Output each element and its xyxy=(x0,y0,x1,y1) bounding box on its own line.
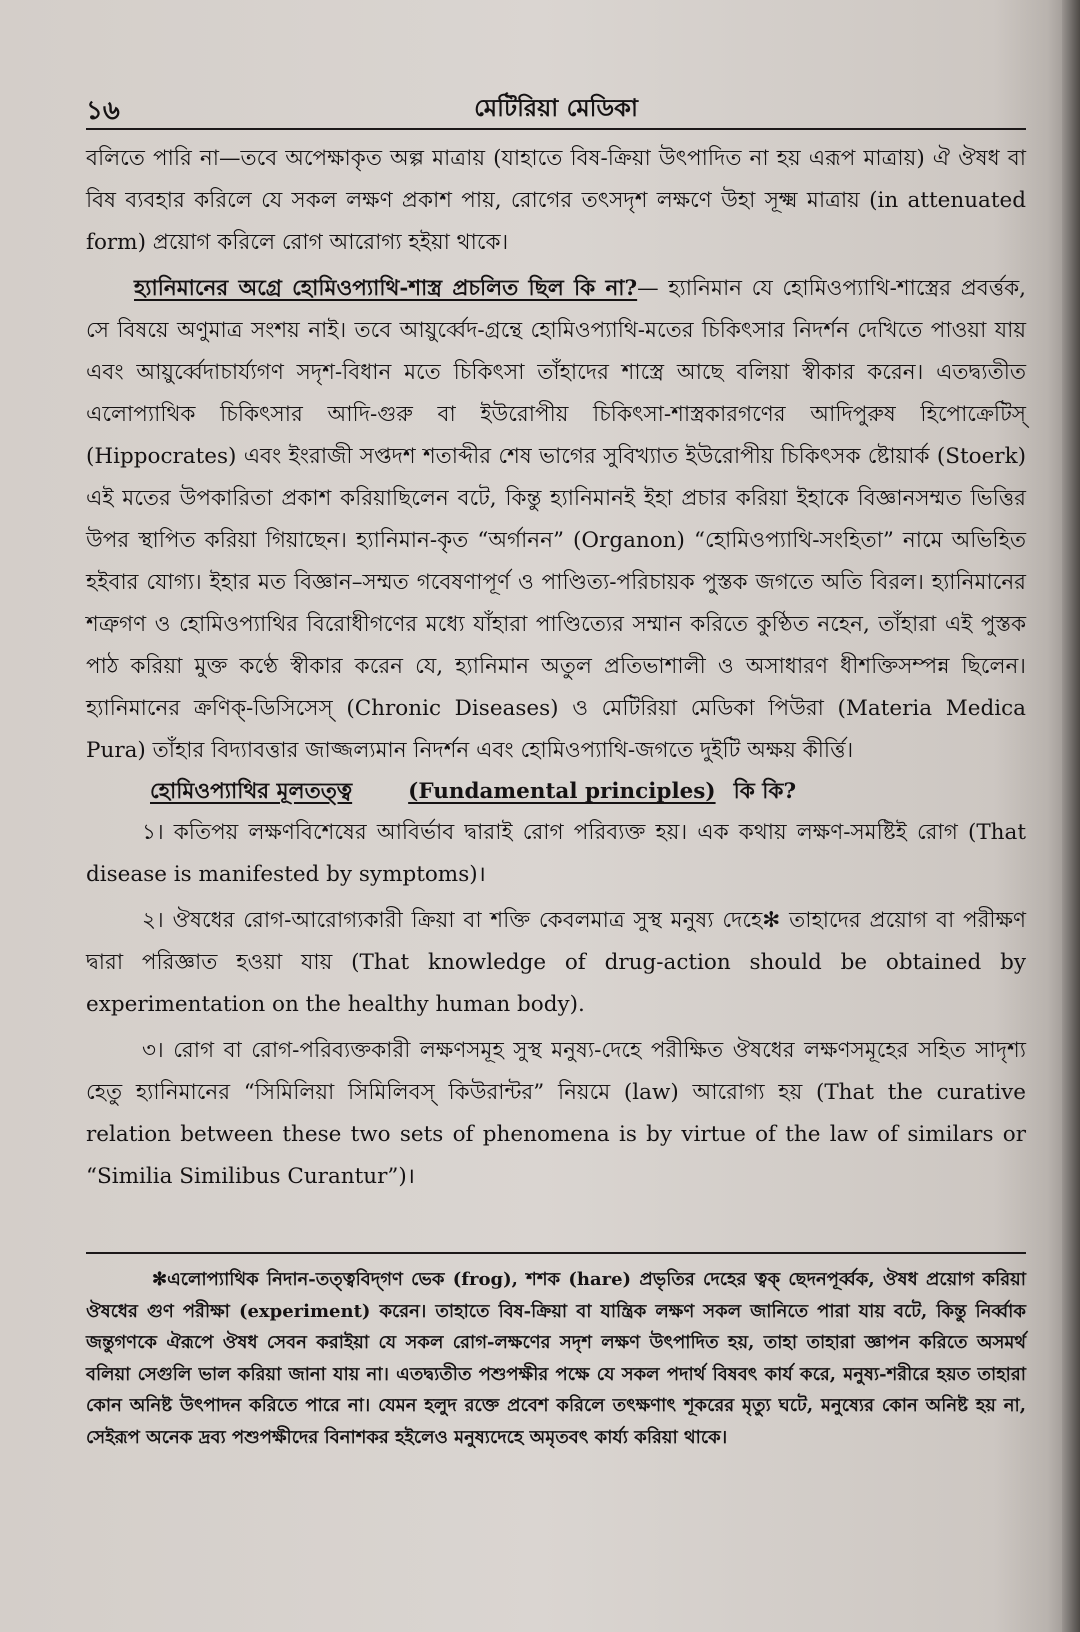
main-text xyxy=(86,138,1026,1198)
section-body-history: — হ্যানিমান যে হোমিওপ্যাথি-শাস্ত্রের প্রবর্ত্তক, সে বিষয়ে অণুমাত্র সংশয় নাই। তবে আয়ুর্ব্বেদ-গ্রন্থে হোমিওপ্যাথি-মতের চিকিৎসার নিদর্শন দেখিতে পাওয়া যায় এবং আয়ুর্ব্বেদাচার্য্যগণ সদৃশ-বিধান মতে চিকিৎসা তাঁহাদের শাস্ত্রে আছে বলিয়া স্বীকার করেন। এতদ্ব্যতীত এলোপ্যাথিক চিকিৎসার আদি-গুরু বা ইউরোপীয় চিকিৎসা-শাস্ত্রকারগণের আদিপুরুষ হিপোক্রেটিস্ (Hippocrates) এবং ইংরাজী সপ্তদশ শতাব্দীর শেষ ভাগের সুবিখ্যাত ইউরোপীয় চিকিৎসক ষ্টোয়ার্ক (Stoerk) এই মতের উপকারিতা প্রকাশ করিয়াছিলেন বটে, কিন্তু হ্যানিমানই ইহা প্রচার করিয়া ইহাকে বিজ্ঞানসম্মত ভিত্তির উপর স্থাপিত করিয়া গিয়াছেন। হ্যানিমান-কৃত “অর্গানন” (Organon) “হোমিওপ্যাথি-সংহিতা” নামে অভিহিত হইবার যোগ্য। ইহার মত বিজ্ঞান–সম্মত গবেষণাপূর্ণ ও পাণ্ডিত্য-পরিচায়ক পুস্তক জগতে অতি বিরল। হ্যানিমানের শত্রুগণ ও হোমিওপ্যাথির বিরোধীগণের মধ্যে যাঁহারা পাণ্ডিত্যের সম্মান করিতে কুণ্ঠিত নহেন, তাঁহারা এই পুস্তক পাঠ করিয়া মুক্ত কণ্ঠে স্বীকার করেন যে, হ্যানিমান অতুল প্রতিভাশালী ও অসাধারণ ধীশক্তিসম্পন্ন ছিলেন। হ্যানিমানের ক্রণিক্-ডিসিসেস্ (Chronic Diseases) ও মেটিরিয়া মেডিকা পিউরা (Materia Medica Pura) তাঁহার বিদ্যাবত্তার জাজ্জল্যমান নিদর্শন এবং হোমিওপ্যাথি-জগতে দুইটি অক্ষয় কীর্ত্তি। xyxy=(86,276,1026,763)
principle-item-3: ৩। রোগ বা রোগ-পরিব্যক্তকারী লক্ষণসমূহ সুস্থ মনুষ্য-দেহে পরীক্ষিত ঔষধের লক্ষণসমূহের সহিত সাদৃশ্য হেতু হ্যানিমানের “সিমিলিয়া সিমিলিবস্ কিউরান্টর” নিয়মে (law) আরোগ্য হয় (That the curative relation between these two sets of phenomena is by virtue of the law of similars or “Similia Similibus Curantur”)। xyxy=(86,1038,1026,1189)
page-number: ১৬ xyxy=(86,96,120,126)
section-heading-history: হ্যানিমানের অগ্রে হোমিওপ্যাথি-শাস্ত্র প্রচলিত ছিল কি না? xyxy=(134,276,638,301)
footnote xyxy=(86,1264,1026,1453)
principles-heading-suffix: কি কি? xyxy=(733,779,797,804)
intro-paragraph: বলিতে পারি না—তবে অপেক্ষাকৃত অল্প মাত্রায় (যাহাতে বিষ-ক্রিয়া উৎপাদিত না হয় এরূপ মাত্রায়) ঐ ঔষধ বা বিষ ব্যবহার করিলে যে সকল লক্ষণ প্রকাশ পায়, রোগের তৎসদৃশ লক্ষণে উহা সূক্ষ্ম মাত্রায় (in attenuated form) প্রয়োগ করিলে রোগ আরোগ্য হইয়া থাকে। xyxy=(86,146,1026,255)
header-rule xyxy=(86,128,1026,130)
section-hanneman-history xyxy=(86,268,1026,772)
running-title: মেটিরিয়া মেডিকা xyxy=(474,93,638,122)
principles-heading-en: (Fundamental principles) xyxy=(408,779,716,804)
principles-heading-bn: হোমিওপ্যাথির মূলতত্ত্ব xyxy=(150,779,353,804)
page-header xyxy=(86,90,1026,126)
footnote-text: ✻এলোপ্যাথিক নিদান-তত্ত্ববিদ্‌গণ ভেক (frog), শশক (hare) প্রভৃতির দেহের ত্বক্ ছেদনপূর্ব্বক, ঔষধ প্রয়োগ করিয়া ঔষধের গুণ পরীক্ষা (experiment) করেন। তাহাতে বিষ-ক্রিয়া বা যান্ত্রিক লক্ষণ সকল জানিতে পারা যায় বটে, কিন্তু নির্ব্বাক জন্তুগণকে ঐরূপে ঔষধ সেবন করাইয়া যে সকল রোগ-লক্ষণের সদৃশ লক্ষণ উৎপাদিত হয়, তাহা তাহারা জ্ঞাপন করিতে অসমর্থ বলিয়া সেগুলি ভাল করিয়া জানা যায় না। এতদ্ব্যতীত পশুপক্ষীর পক্ষে যে সকল পদার্থ বিষবৎ কার্য করে, মনুষ্য-শরীরে হয়ত তাহারা কোন অনিষ্ট উৎপাদন করিতে পারে না। যেমন হলুদ রক্তে প্রবেশ করিলে তৎক্ষণাৎ শূকরের মৃত্যু ঘটে, মনুষ্যের কোন অনিষ্ট হয় না, সেইরূপ অনেক দ্রব্য পশুপক্ষীদের বিনাশকর হইলেও মনুষ্যদেহে অমৃতবৎ কার্য্য করিয়া থাকে। xyxy=(86,1269,1026,1448)
principle-item-1: ১। কতিপয় লক্ষণবিশেষের আবির্ভাব দ্বারাই রোগ পরিব্যক্ত হয়। এক কথায় লক্ষণ-সমষ্টিই রোগ (That disease is manifested by symptoms)। xyxy=(86,820,1026,887)
book-spine-shadow xyxy=(1062,0,1080,1632)
footnote-rule xyxy=(86,1252,1026,1254)
section-heading-principles xyxy=(86,772,1026,812)
principle-item-2: ২। ঔষধের রোগ-আরোগ্যকারী ক্রিয়া বা শক্তি কেবলমাত্র সুস্থ মনুষ্য দেহে✻ তাহাদের প্রয়োগ বা পরীক্ষণ দ্বারা পরিজ্ঞাত হওয়া যায় (That knowledge of drug-action should be obtained by experimentation on the healthy human body). xyxy=(86,908,1026,1017)
